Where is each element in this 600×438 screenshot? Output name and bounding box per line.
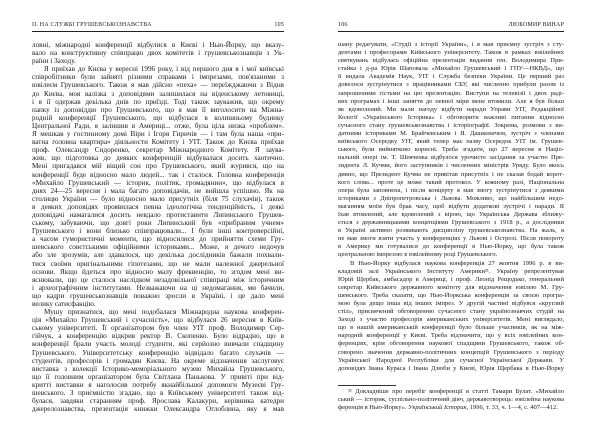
footnote-divider: [338, 385, 396, 386]
text-line: секретар Київського державного комітету для відзначення ювілею М. Гру-: [338, 283, 564, 291]
page-number: 106: [338, 22, 348, 28]
text-line: співробітники були зайняті різними справами і імпрезами, пов'язаними з: [32, 73, 284, 82]
text-line: або зле зрозумів, але здавалося, що декілька дослідників бажали похвали-: [32, 251, 284, 260]
text-line: раїни і Заходу.: [32, 57, 76, 66]
text-line: ського, були вийнятково корисні. Треба згадати, що 27 вересня в Націо-: [338, 146, 564, 154]
text-line: Я приїхав до Києва у вересні 1996 року, і від першого дня я і мої київські: [44, 65, 284, 74]
text-line: проф. Олександр Сидоренко, секретар Міжнародного Комітету. Я заува-: [32, 146, 284, 155]
text-line: що її головним організатором була Світлана Панькова. У привіті при від-: [32, 372, 284, 381]
running-header: [338, 22, 564, 32]
text-line: кладовій залі Українського Інституту Америки²¹. Україну репрезентував: [338, 267, 564, 275]
text-line: днях 24—25 вересня і мала багато доповідачів, не вийшла успішно. Як на: [32, 186, 284, 195]
text-line: вих програмах і інші заняття до певної міри мене втомили. Але я був більш: [338, 97, 564, 105]
text-line: родній конференції Грушевського, що відбулася в колишньому будинку: [32, 113, 284, 122]
text-line: маганням моїм був брак часу, щоб відбути додаткові зустрічі і наради. Я: [338, 202, 564, 210]
footnote-text: , 1996, т. 33, ч. 1—4, с. 407—412.: [466, 404, 558, 411]
text-line: нальній опері ім. Т. Шевченка відбулося урочисте засідання за участю Пре-: [338, 154, 564, 162]
text-line: в Америку ми готувалися до конференції в Нью-Йорку, що була також: [338, 243, 564, 251]
text-line: опера була заповнена, і після концерту я мав змогу зустрінутися з деякими: [338, 186, 564, 194]
text-line: яснювали, що це сталося наслідком незадовільної співпраці між історичним: [32, 275, 284, 284]
text-line: конференції брали участь молоді студенти, які серйозно вивчали спадщину: [32, 340, 284, 349]
text-line: ватна головна квартира» діяльности Комітету і УІТ. Також до Києва приїхав: [32, 138, 284, 147]
text-line: зидента Л. Кучми, його заступників і численних міністрів Уряду. Було якось: [338, 162, 564, 170]
text-line: в Україні активно розвивають дисципліну грушевськознавства. На жаль, я: [338, 227, 564, 235]
text-line: булася, завдяки старанням проф. Ярослава Калакури, керівника катедри: [32, 397, 284, 406]
text-line: доповідачі намагалися досить невдало протиставити Липинського Грушев-: [32, 210, 284, 219]
text-line: що кадри грушевськознавців поважно зросли в Україні, і це дало мені: [32, 291, 284, 300]
text-line: ському, забуваючи, що довгі роки Липинський був «прибраним учнем»: [32, 219, 284, 228]
page-number: 105: [274, 22, 284, 28]
right-page: [338, 0, 564, 438]
text-line: Грушевського. Університетську конференцію відвідало багато слухачів —: [32, 348, 284, 357]
text-line: кого слова... проте це може такий протокол. У кожному разі, Національна: [338, 178, 564, 186]
text-line: говорено значення державно-політичних концепцій Грушевського з періоду: [338, 348, 564, 356]
text-line: і археографічним інститутами. Незважаючи на ці недомагання, ми бачили,: [32, 283, 284, 292]
left-page: [32, 0, 284, 438]
text-line: критті виставки я наголосив потребу якнайбільшої допомоги Музеєві Гру-: [32, 380, 284, 389]
text-line: Колегії «Українського Історика» і обговорити важливі питання відносно: [338, 113, 564, 121]
text-line: дентами і професорами Київського університету. Також в рамках ювілейних: [338, 49, 564, 57]
text-line: столицю України — було відносно мало присутніх (біля 75 слухачів), також: [32, 194, 284, 203]
text-line: святкувань відбулась офіційна презентація видання ген. Володимира При-: [338, 57, 564, 65]
text-line: Мені пригадався мій віщий сон про Грушевського, який журився, що на: [32, 162, 284, 171]
text-line: сучасного стану грушевськознавства і історіографії. Зокрема, розмови з ви-: [338, 121, 564, 129]
text-line: тися своїми оригінальними гіпотезами, що не мали належної джерельної: [32, 259, 284, 268]
footnote-text: ференція в Нью-Йорку».: [338, 404, 407, 411]
text-line: В Нью-Йорку відбулася наукова конференція 27 жовтня 1996 р. в ви-: [350, 259, 564, 267]
text-line: народній конференції у Києві. Треба відзначити, що у всіх ювілейних кон-: [338, 332, 564, 340]
text-line: шевського. З приємністю згадаю, що в Київському університеті також від-: [32, 389, 284, 398]
text-line: студентів, професорів і громадян Києва. На окреме відзначення заслуговує: [32, 356, 284, 365]
text-line: Української Народної Республіки для сучасної Української Держави. У: [338, 356, 564, 364]
text-line: жив, що підготовка до деяких конференцій відбувалася досить хаотично.: [32, 154, 284, 163]
text-line: ється з державницькими концепціями Грушевського з 1918 р., а дослідники: [338, 219, 564, 227]
text-line: до Києва, моя валізка з доповідями залишилася на віденському летовищі,: [32, 89, 284, 98]
text-line: їхав втомлений, але вдоволений з вірою, що Українська Держава зближу-: [338, 210, 564, 218]
text-line: вало на конструктивну співпрацю двох комітетів і грушевськознавців з Ук-: [32, 49, 284, 58]
text-line: в деяких доповідях проявилася певна ідеологічна тенденційність, і деякі: [32, 202, 284, 211]
text-line: доповідях Івана Кураса і Івана Дзюби у Києві, Юрія Щербака в Нью-Йорку: [338, 364, 564, 372]
text-line: ференціях, крім обговорення наукової спадщини Грушевського, також об-: [338, 340, 564, 348]
running-header: [32, 22, 284, 32]
text-line: стайка і д-ра Юрія Шаповала «Михайло Грушевський і ГПУ—НКВД», що: [338, 65, 564, 73]
text-line: папку із доповіддю про Грушевського, що я мав її виголосити на Міжна-: [32, 105, 284, 114]
text-line: Центральної Ради, я залишив в Америці... отже, була ціла низка «проблем».: [32, 121, 284, 130]
text-line: її видала Академія Наук, УІТ і Служба безпеки України. Це перший раз: [338, 73, 564, 81]
text-line: конференції буде відносно мало людей... так і сталося. Головна конференція: [32, 170, 284, 179]
text-line: ювілеєм Грушевського. Також я мав дійсно «пеха» — переїжджаючи з Відня: [32, 81, 284, 90]
text-line: а часом гумористичні моменти, що відносилися до прийняття схеми Гру-: [32, 235, 284, 244]
text-line: ському університеті. Її організатором був член УІТ проф. Володимир Сер-: [32, 324, 284, 333]
text-line: дивно, що Президент Кучма не привітав присутніх і не сказав бодай корот-: [338, 170, 564, 178]
text-line: гійчук, а конференцію відкрив ректор В. Скопенко. Було відрадно, що в: [32, 332, 284, 341]
text-line: Я мешкав у гостинному домі Віри і Ігоря Гиричів — і там була наша «при-: [32, 130, 284, 139]
text-line: шану редагувати, «Студії з історії України», і я мав приємну зустріч з сту-: [338, 41, 564, 48]
text-line: як вдоволений. Ми мали нагоду відбути наради Управи УІТ, Редакційної: [338, 105, 564, 113]
text-line: центральною імпрезою в ювілейному році Грушевського.: [338, 251, 498, 259]
text-line: джерелознавства, презентація книжки Олександра Оглоблина, яку я мав: [32, 405, 284, 414]
text-line: стіл», присвячений обговоренню сучасного стану українознавчих студій на: [338, 308, 564, 316]
text-line: що в нашій американській конференції було більше учасників, як на між-: [338, 324, 564, 332]
text-line: шевського совєтськими офіційними істориками... Може, я дечого недочув: [32, 243, 284, 252]
text-line: запрошеними гістьми на цю презентацію. Виступи на телевізії і двох раді-: [338, 89, 564, 97]
text-line: основи. Якщо йдеться про відносно малу фреквенцію, то згодом мені ви-: [32, 267, 284, 276]
text-line: і я її одержав декілька днів по приїзді. Тоді також зауважив, що окрему: [32, 97, 284, 106]
text-line: не мав змоги взяти участь у конференціях у Львові і Острозі. Після повороту: [338, 235, 564, 243]
text-line: Мушу признатися, що мені подобалася Міжнародна наукова конферен-: [44, 308, 284, 317]
journal-title: Український Історик: [408, 404, 467, 411]
text-line: шевського. Треба сказати, що Нью-Йоркська конференція за своєю програ-: [338, 291, 564, 299]
running-head-author: ЛЮБОМИР ВИНАР: [508, 22, 564, 28]
text-line: ловні, міжнародні конференції відбулися в Києві і Нью-Йорку, що вказу-: [32, 41, 284, 49]
text-line: ція «Михайло Грушевський і сучасність», що відбулася 26 вересня в Київ-: [32, 316, 284, 325]
text-line: виставка з колекції Історико-меморіального музею Михайла Грушевського,: [32, 364, 284, 373]
text-line: Заході з участю професорів американських університетів. Мені виглядало,: [338, 316, 564, 324]
footnote-line: [338, 404, 564, 412]
page-body: [338, 41, 564, 373]
footnote-line: ²¹ Докладніше про перебіг конференції в статті Тамари Булат. «Михайло: [348, 388, 564, 395]
page-body: [32, 41, 284, 413]
footnote: [338, 388, 564, 412]
text-line: Юрій Щербак, амбасадор в Америці, і проф. Леонід Рещодько, генеральний: [338, 275, 564, 283]
text-line: велику сатисфакцію.: [32, 300, 96, 308]
text-line: датними істориками М. Брайчевським і Я. Дашкевичем, зустріч з членами: [338, 130, 564, 138]
text-line: київського Осередку УІТ, який тепер має назву Осередок УІТ ім. Грушев-: [338, 138, 564, 146]
text-line: мою була дещо інша від інших імпрез. У другій частині відбувся «круглий: [338, 300, 564, 307]
text-line: довелося зустрінутися з працівниками СБУ, які численно прибули разом із: [338, 81, 564, 89]
running-head-title: II. НА СЛУЖБІ ГРУШЕВСЬКОЗНАВСТВА: [32, 22, 152, 28]
footnote-line: ський — історик, суспільно-політичний діяч, державотворець: ювілейна наукова: [338, 396, 564, 403]
text-line: істориками з Дніпропетровська і Львова. Можливо, що найбільшим недо-: [338, 194, 564, 202]
text-line: Грушевського і вони близько співпрацювали... І були інші контроверсійні,: [32, 227, 284, 236]
text-line: «Михайло Грушевський — історик, політик, громадянин», що відбулася в: [32, 178, 284, 187]
